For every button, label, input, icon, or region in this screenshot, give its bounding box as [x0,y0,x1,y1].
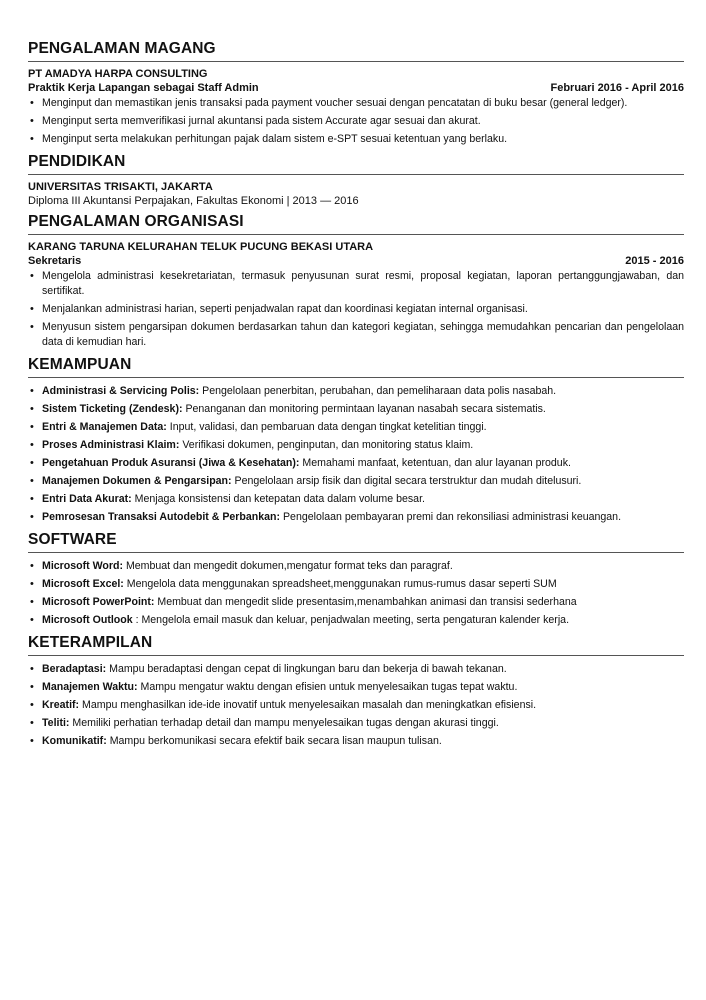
list-item [28,456,684,471]
role-row [28,255,684,267]
item-text: Membuat dan mengedit dokumen,mengatur format teks dan paragraf. [123,560,453,572]
abilities-section [28,356,684,525]
item-text: : Mengelola email masuk dan keluar, penjadwalan meeting, serta pengaturan kalender kerja. [132,614,570,626]
list-item [28,420,684,435]
item-text: Memiliki perhatian terhadap detail dan mampu menyelesaikan tugas dengan akurasi tinggi. [69,717,499,729]
item-label: Microsoft Outlook [42,614,133,626]
role-row [28,82,684,94]
skills-section [28,634,684,749]
item-label: Kreatif: [42,699,80,711]
item-label: Microsoft PowerPoint: [42,596,155,608]
bullet-list [28,559,684,628]
role-period: Februari 2016 - April 2016 [550,82,684,94]
item-text: Mampu menghasilkan ide-ide inovatif untuk menyelesaikan masalah dan meningkatkan efisiensi. [79,699,537,711]
item-label: Pengetahuan Produk Asuransi (Jiwa & Kesehatan): [42,457,300,469]
section-title: KETERAMPILAN [28,634,684,656]
school-name: UNIVERSITAS TRISAKTI, JAKARTA [28,181,213,193]
section-title: SOFTWARE [28,531,684,553]
list-item: • Mengelola administrasi kesekretariatan, termasuk penyusunan surat resmi, proposal kegiatan, laporan pertanggungjawaban, dan sertifikat. [28,269,684,299]
item-label: Administrasi & Servicing Polis: [42,385,200,397]
item-text: Penanganan dan monitoring permintaan layanan nasabah secara sistematis. [182,403,546,415]
list-item [28,662,684,677]
item-text: Mampu beradaptasi dengan cepat di lingkungan baru dan bekerja di bawah tekanan. [106,663,507,675]
item-text: Membuat dan mengedit slide presentasim,menambahkan animasi dan transisi sederhana [154,596,577,608]
list-item: • Menginput serta memverifikasi jurnal akuntansi pada sistem Accurate agar sesuai dan akurat. [28,114,684,129]
software-section [28,531,684,628]
item-label: Teliti: [42,717,70,729]
list-item [28,734,684,749]
list-item [28,595,684,610]
list-item [28,716,684,731]
list-item: • Menginput serta melakukan perhitungan pajak dalam sistem e-SPT sesuai ketentuan yang berlaku. [28,132,684,147]
role-title: Praktik Kerja Lapangan sebagai Staff Admin [28,82,259,94]
item-text: Mampu berkomunikasi secara efektif baik secara lisan maupun tulisan. [106,735,442,747]
item-text: Mengelola data menggunakan spreadsheet,menggunakan rumus-rumus dasar seperti SUM [123,578,557,590]
item-label: Komunikatif: [42,735,107,747]
list-item [28,559,684,574]
list-item [28,680,684,695]
item-label: Sistem Ticketing (Zendesk): [42,403,183,415]
organization-section [28,213,684,350]
item-text: Memahami manfaat, ketentuan, dan alur layanan produk. [299,457,571,469]
item-label: Proses Administrasi Klaim: [42,439,180,451]
resume-page [28,40,684,755]
list-item: • Menginput dan memastikan jenis transaksi pada payment voucher sesuai dengan pencatatan di buku besar (general ledger). [28,96,684,111]
item-text: Pengelolaan pembayaran premi dan rekonsiliasi administrasi keuangan. [280,511,622,523]
item-label: Beradaptasi: [42,663,107,675]
item-label: Manajemen Dokumen & Pengarsipan: [42,475,232,487]
bullet-list [28,384,684,525]
company-name: PT AMADYA HARPA CONSULTING [28,68,208,80]
item-label: Entri & Manajemen Data: [42,421,167,433]
education-detail: Diploma III Akuntansi Perpajakan, Fakultas Ekonomi | 2013 — 2016 [28,195,359,207]
bullet-list [28,269,684,350]
item-text: Verifikasi dokumen, penginputan, dan monitoring status klaim. [179,439,474,451]
internship-section [28,40,684,147]
item-text: Pengelolaan penerbitan, perubahan, dan pemeliharaan data polis nasabah. [199,385,557,397]
item-label: Pemrosesan Transaksi Autodebit & Perbankan: [42,511,281,523]
role-title: Sekretaris [28,255,82,267]
item-text: Pengelolaan arsip fisik dan digital secara terstruktur dan mudah ditelusuri. [231,475,582,487]
item-label: Microsoft Excel: [42,578,124,590]
list-item [28,474,684,489]
role-period: 2015 - 2016 [625,255,684,267]
item-text: Mampu mengatur waktu dengan efisien untuk menyelesaikan tugas tepat waktu. [137,681,518,693]
organization-name: KARANG TARUNA KELURAHAN TELUK PUCUNG BEKASI UTARA [28,241,374,253]
list-item [28,698,684,713]
education-section [28,153,684,207]
list-item [28,613,684,628]
section-title: PENGALAMAN ORGANISASI [28,213,684,235]
item-label: Manajemen Waktu: [42,681,138,693]
item-text: Menjaga konsistensi dan ketepatan data dalam volume besar. [131,493,425,505]
bullet-list [28,96,684,147]
list-item [28,438,684,453]
section-title: PENDIDIKAN [28,153,684,175]
item-text: Input, validasi, dan pembaruan data dengan tingkat ketelitian tinggi. [166,421,487,433]
list-item [28,402,684,417]
item-label: Microsoft Word: [42,560,124,572]
list-item [28,384,684,399]
section-title: KEMAMPUAN [28,356,684,378]
list-item: • Menyusun sistem pengarsipan dokumen berdasarkan tahun dan kategori kegiatan, sehingga memudahkan pencarian dan pengelolaan data di kemudian hari. [28,320,684,350]
item-label: Entri Data Akurat: [42,493,132,505]
section-title: PENGALAMAN MAGANG [28,40,684,62]
list-item [28,492,684,507]
list-item [28,510,684,525]
bullet-list [28,662,684,749]
list-item [28,577,684,592]
list-item: • Menjalankan administrasi harian, seperti penjadwalan rapat dan koordinasi kegiatan internal organisasi. [28,302,684,317]
